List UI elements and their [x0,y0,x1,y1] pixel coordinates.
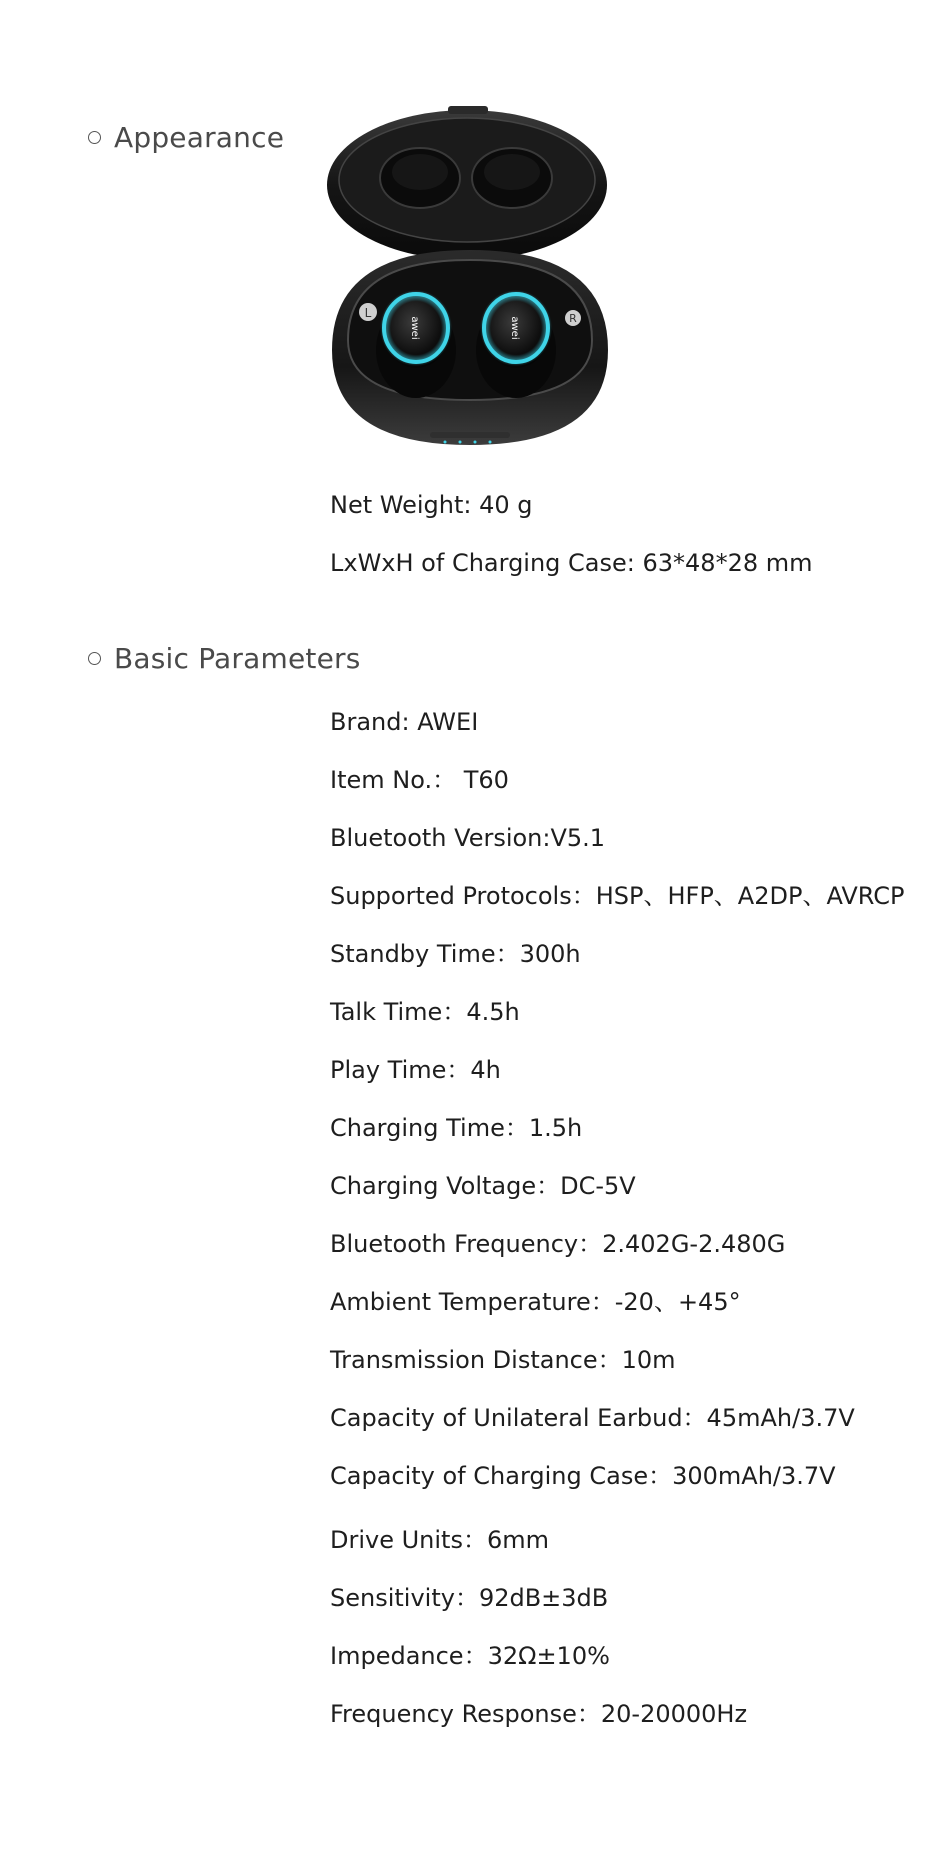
spec-line: Talk Time：4.5h [330,998,520,1026]
svg-text:awei: awei [509,316,520,340]
left-badge [359,303,377,321]
left-earbud [376,290,456,398]
spec-line: Drive Units：6mm [330,1526,549,1554]
spec-line: Capacity of Unilateral Earbud：45mAh/3.7V [330,1404,855,1432]
svg-text:R: R [569,312,577,325]
earbuds-case-image [320,100,620,450]
appearance-heading [88,117,284,157]
spec-line: Capacity of Charging Case：300mAh/3.7V [330,1462,836,1490]
right-badge [565,310,581,326]
case-base [332,250,608,445]
spec-line: Supported Protocols：HSP、HFP、A2DP、AVRCP [330,882,905,910]
spec-line: Item No.： T60 [330,766,509,794]
right-earbud [476,290,556,398]
svg-text:awei: awei [409,316,420,340]
spec-line: Play Time：4h [330,1056,501,1084]
spec-line: Sensitivity：92dB±3dB [330,1584,609,1612]
spec-line: Standby Time：300h [330,940,581,968]
circle-bullet-icon [88,652,101,665]
basic-parameters-heading [88,638,361,678]
basic-parameters-title: Basic Parameters [114,641,361,675]
spec-line: Bluetooth Frequency：2.402G-2.480G [330,1230,786,1258]
appearance-title: Appearance [114,120,285,154]
case-dimensions-text: LxWxH of Charging Case: 63*48*28 mm [330,549,813,577]
spec-line: Brand: AWEI [330,708,479,736]
case-lid [327,106,607,260]
svg-text:L: L [364,306,372,320]
spec-line: Bluetooth Version:V5.1 [330,824,606,852]
net-weight-text: Net Weight: 40 g [330,491,533,519]
spec-line: Impedance：32Ω±10% [330,1642,610,1670]
spec-line: Transmission Distance：10m [330,1346,676,1374]
circle-bullet-icon [88,131,101,144]
spec-line: Charging Voltage：DC-5V [330,1172,636,1200]
spec-line: Charging Time：1.5h [330,1114,583,1142]
spec-line: Frequency Response：20-20000Hz [330,1700,748,1728]
spec-line: Ambient Temperature：-20、+45° [330,1288,741,1316]
